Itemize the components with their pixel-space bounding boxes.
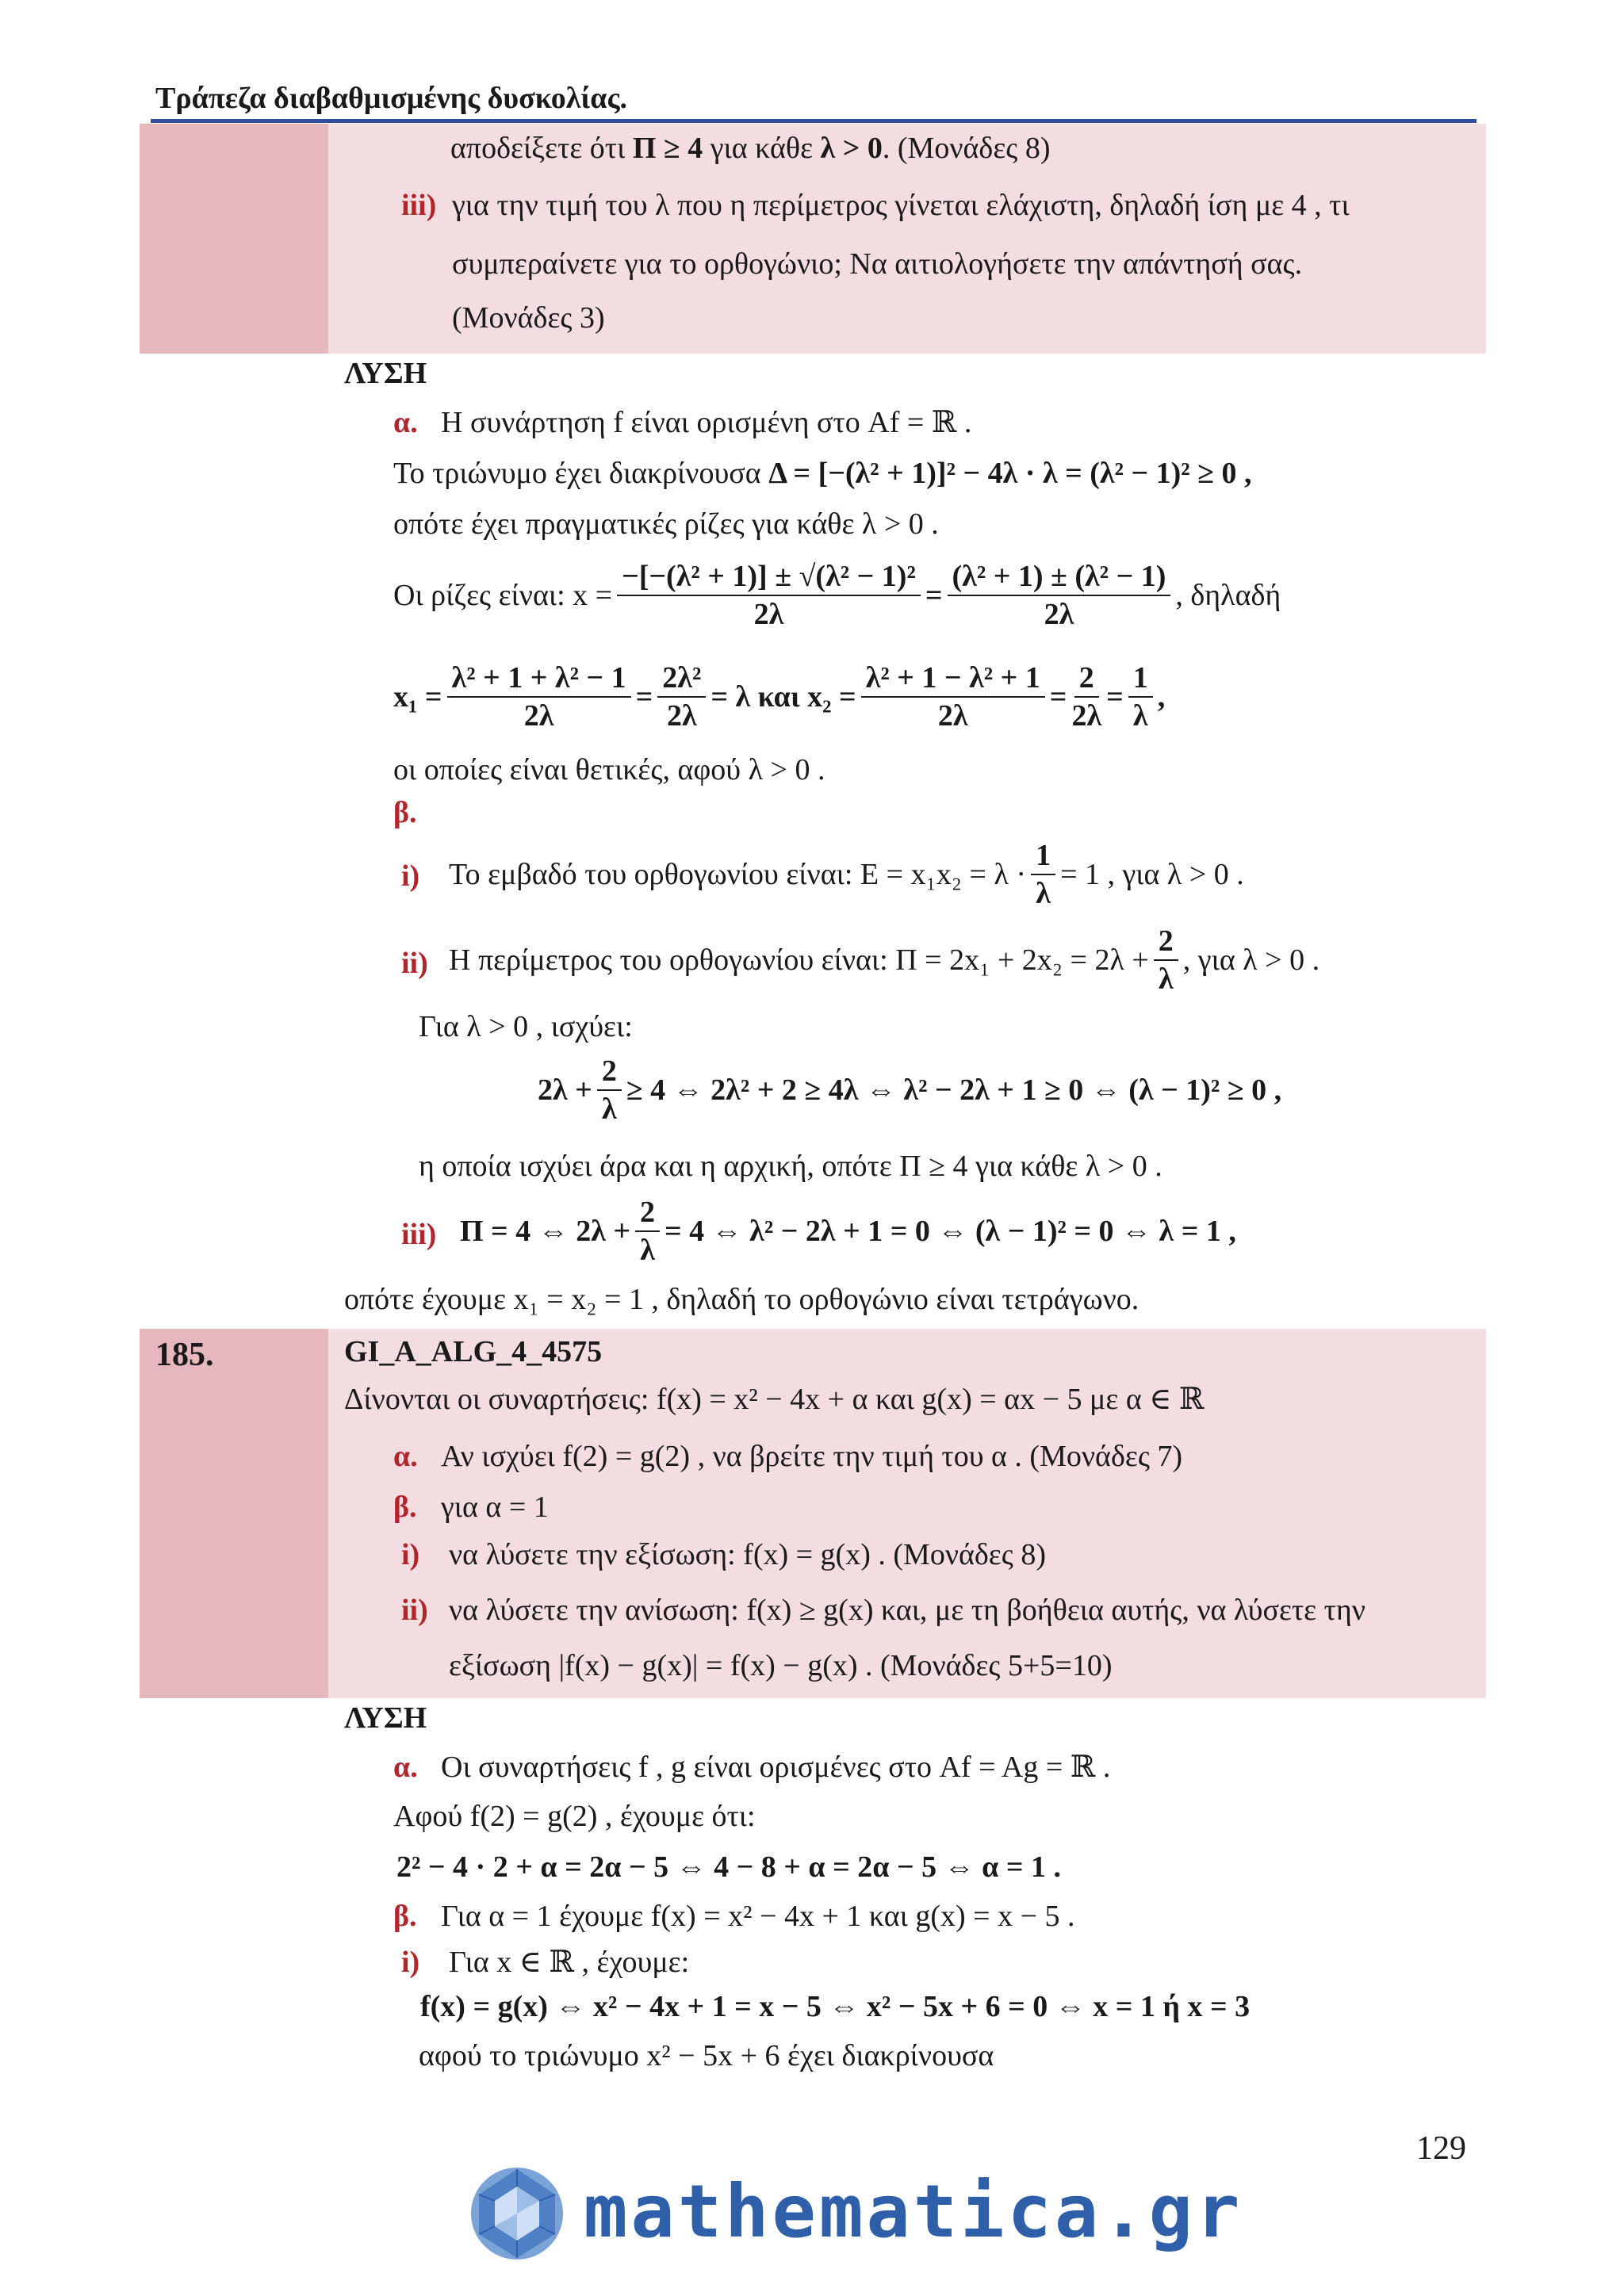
sol2-a-line-1: Οι συναρτήσεις f , g είναι ορισμένες στο Af = Ag = ℝ .	[441, 1751, 1111, 1784]
problem-b-label: β.	[393, 1490, 417, 1524]
sol-a-label: α.	[393, 406, 418, 439]
sol2-a-label: α.	[393, 1751, 418, 1784]
problem-bi-label: i)	[401, 1538, 420, 1571]
sol-bi-label: i)	[401, 859, 420, 893]
real-roots-line: οπότε έχει πραγματικές ρίζες για κάθε λ > 0 .	[393, 507, 939, 541]
prev-iii-text: για την τιμή του λ που η περίμετρος γίνεται ελάχιστη, δηλαδή ίση με 4 , τι	[452, 189, 1350, 222]
header-title: Τράπεζα διαβαθμισμένης δυσκολίας.	[155, 82, 627, 115]
positive-roots-line: οι οποίες είναι θετικές, αφού λ > 0 .	[393, 753, 825, 786]
sol-a-line-1: Η συνάρτηση f είναι ορισμένη στο Af = ℝ .	[441, 406, 972, 439]
problem-a-text: Αν ισχύει f(2) = g(2) , να βρείτε την τιμή του α . (Μονάδες 7)	[441, 1440, 1183, 1473]
header-rule	[151, 119, 1477, 123]
problem-bi-text: να λύσετε την εξίσωση: f(x) = g(x) . (Μονάδες 8)	[449, 1538, 1046, 1571]
problem-b-text: για α = 1	[441, 1490, 549, 1524]
sol2-a-line-2: Αφού f(2) = g(2) , έχουμε ότι:	[393, 1800, 756, 1833]
conclusion-line: η οποία ισχύει άρα και η αρχική, οπότε Π ≥ 4 για κάθε λ > 0 .	[419, 1150, 1162, 1183]
sol-biii-label: iii)	[401, 1218, 437, 1251]
logo-text: mathematica.gr	[584, 2169, 1243, 2254]
square-conclusion: οπότε έχουμε x₁ = x₂ = 1 , δηλαδή το ορθογώνιο είναι τετράγωνο.	[344, 1283, 1139, 1316]
sol2-a-equation: 2² − 4 · 2 + α = 2α − 5 ⇔ 4 − 8 + α = 2α − 5 ⇔ α = 1 .	[396, 1850, 1061, 1884]
problem-number-cell	[140, 124, 328, 354]
prev-iii-text-3: (Μονάδες 3)	[452, 301, 605, 335]
sol2-bi-line-1: Για x ∈ ℝ , έχουμε:	[449, 1946, 690, 1979]
sol2-bi-label: i)	[401, 1946, 420, 1979]
problem-bii-text: να λύσετε την ανίσωση: f(x) ≥ g(x) και, με τη βοήθεια αυτής, να λύσετε την	[449, 1594, 1365, 1627]
solution-heading: ΛΥΣΗ	[344, 357, 427, 390]
sol2-b-label: β.	[393, 1900, 417, 1933]
roots-formula: Οι ρίζες είναι: x = $\frac{\text{−[−(λ² + 1)] ± √(λ² − 1)²}}{2\lambda}$ = $\frac{\text{(λ² + 1) ± (λ² − 1)}}{2\lambda}$ , δηλαδή	[393, 560, 1281, 631]
polyhedron-logo-icon	[466, 2163, 568, 2264]
perimeter-line: Η περίμετρος του ορθογωνίου είναι: Π = 2x₁ + 2x₂ = 2λ + $\frac{2}{\lambda}$ , για λ > 0 .	[449, 924, 1320, 996]
min-perimeter-line: Π = 4 ⇔ 2λ + $\frac{2}{\lambda}$ = 4 ⇔ λ² − 2λ + 1 = 0 ⇔ (λ − 1)² = 0 ⇔ λ = 1 ,	[460, 1196, 1236, 1267]
problem-a-label: α.	[393, 1440, 418, 1473]
problem-given: Δίνονται οι συναρτήσεις: f(x) = x² − 4x + α και g(x) = αx − 5 με α ∈ ℝ	[344, 1383, 1205, 1416]
sol2-bi-line-3: αφού το τριώνυμο x² − 5x + 6 έχει διακρίνουσα	[419, 2039, 994, 2072]
site-logo	[466, 2166, 1243, 2261]
area-line: Το εμβαδό του ορθογωνίου είναι: E = x₁x₂ = λ · $\frac{1}{\lambda}$ = 1 , για λ > 0 .	[449, 839, 1244, 910]
roots-x1-x2: x₁ = $\frac{\text{λ² + 1 + λ² − 1}}{2\lambda}$ = $\frac{\text{2λ²}}{2\lambda}$ = λ και x₂ = $\frac{\text{λ² + 1 − λ² + 1}}{2\lambda}$ = $\frac{2}{2\lambda}$ = $\frac{1}{\lambda}$ ,	[393, 661, 1166, 733]
prev-iii-text-2: συμπεραίνετε για το ορθογώνιο; Να αιτιολογήσετε την απάντησή σας.	[452, 247, 1303, 281]
sol2-bi-equation: f(x) = g(x) ⇔ x² − 4x + 1 = x − 5 ⇔ x² − 5x + 6 = 0 ⇔ x = 1 ή x = 3	[420, 1990, 1251, 2023]
sol-bii-label: ii)	[401, 947, 428, 980]
page-number: 129	[1416, 2130, 1466, 2167]
problem-code: GI_A_ALG_4_4575	[344, 1335, 603, 1368]
problem-bii-text-2: εξίσωση |f(x) − g(x)| = f(x) − g(x) . (Μονάδες 5+5=10)	[449, 1649, 1113, 1682]
discriminant-line: Το τριώνυμο έχει διακρίνουσα Δ = [−(λ² + 1)]² − 4λ · λ = (λ² − 1)² ≥ 0 ,	[393, 457, 1252, 490]
problem-number: 185.	[155, 1337, 214, 1373]
problem-number-cell	[140, 1329, 328, 1698]
solution-heading-2: ΛΥΣΗ	[344, 1701, 427, 1735]
prev-line-1: αποδείξετε ότι Π ≥ 4 για κάθε λ > 0. (Μονάδες 8)	[450, 132, 1051, 165]
prev-iii-label: iii)	[401, 189, 437, 222]
sol-b-label: β.	[393, 796, 417, 829]
sol2-b-line: Για α = 1 έχουμε f(x) = x² − 4x + 1 και g(x) = x − 5 .	[441, 1900, 1075, 1933]
inequality-chain: 2λ + $\frac{2}{\lambda}$ ≥ 4 ⇔ 2λ² + 2 ≥ 4λ ⇔ λ² − 2λ + 1 ≥ 0 ⇔ (λ − 1)² ≥ 0 ,	[538, 1054, 1282, 1126]
problem-bii-label: ii)	[401, 1594, 428, 1627]
for-lambda-line: Για λ > 0 , ισχύει:	[419, 1010, 633, 1043]
